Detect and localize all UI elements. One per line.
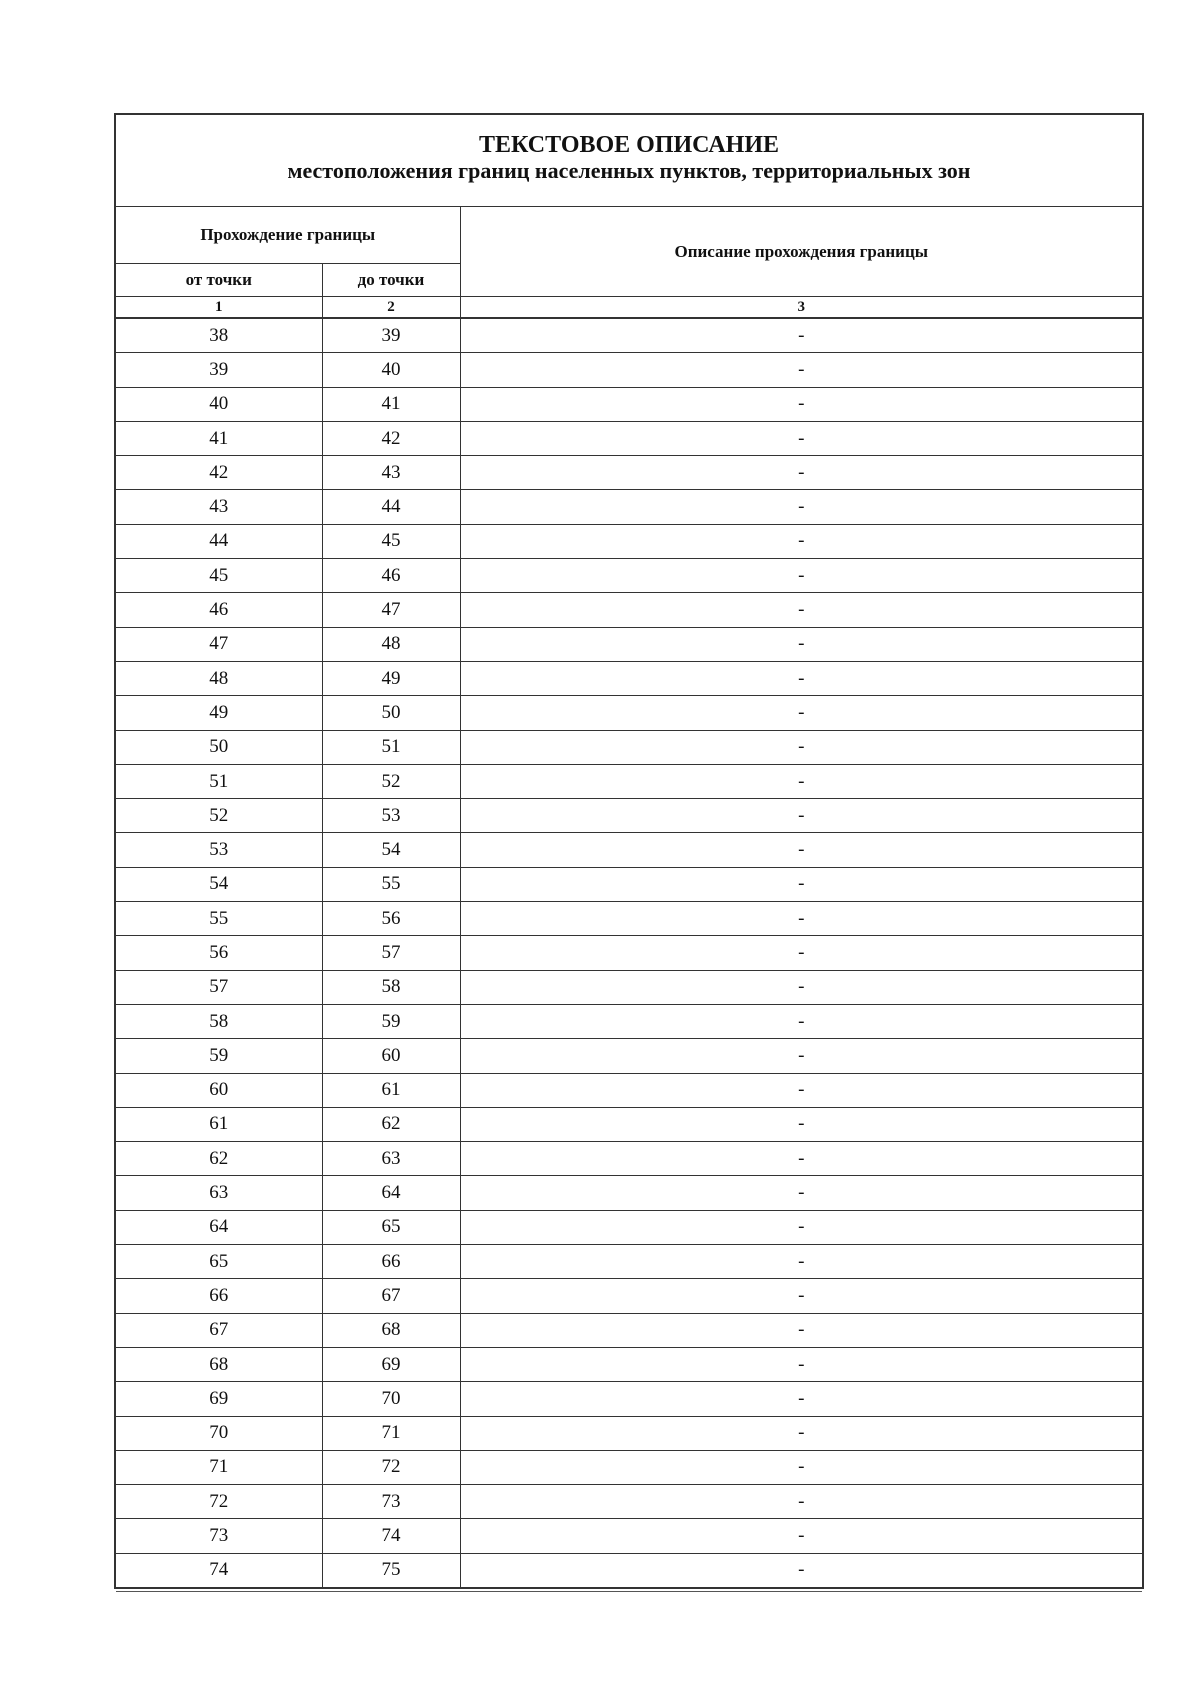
from-point-cell: 69	[116, 1382, 322, 1416]
to-point-cell: 53	[322, 799, 460, 833]
from-point-cell: 61	[116, 1107, 322, 1141]
from-point-cell: 68	[116, 1347, 322, 1381]
table-row	[116, 867, 1142, 901]
description-cell: -	[460, 1107, 1142, 1141]
from-point-cell: 46	[116, 593, 322, 627]
from-point-cell: 40	[116, 387, 322, 421]
from-point-cell: 74	[116, 1553, 322, 1587]
description-cell: -	[460, 1382, 1142, 1416]
description-cell: -	[460, 627, 1142, 661]
table-header	[116, 207, 1142, 318]
table-row	[116, 387, 1142, 421]
table-row	[116, 1485, 1142, 1519]
from-point-cell: 38	[116, 318, 322, 353]
description-cell: -	[460, 902, 1142, 936]
description-cell: -	[460, 593, 1142, 627]
to-point-cell: 66	[322, 1245, 460, 1279]
from-point-cell: 57	[116, 970, 322, 1004]
description-cell: -	[460, 524, 1142, 558]
table-row	[116, 1245, 1142, 1279]
description-cell: -	[460, 559, 1142, 593]
from-point-cell: 50	[116, 730, 322, 764]
description-cell: -	[460, 936, 1142, 970]
to-point-cell: 67	[322, 1279, 460, 1313]
description-cell: -	[460, 970, 1142, 1004]
description-cell: -	[460, 661, 1142, 695]
to-point-cell: 68	[322, 1313, 460, 1347]
header-col-number-1: 1	[116, 297, 322, 319]
from-point-cell: 73	[116, 1519, 322, 1553]
to-point-cell: 63	[322, 1142, 460, 1176]
from-point-cell: 59	[116, 1039, 322, 1073]
to-point-cell: 58	[322, 970, 460, 1004]
description-cell: -	[460, 1279, 1142, 1313]
from-point-cell: 44	[116, 524, 322, 558]
description-cell: -	[460, 318, 1142, 353]
description-cell: -	[460, 1347, 1142, 1381]
table-row	[116, 1382, 1142, 1416]
from-point-cell: 51	[116, 764, 322, 798]
table-row	[116, 490, 1142, 524]
table-row	[116, 764, 1142, 798]
table-row	[116, 318, 1142, 353]
to-point-cell: 75	[322, 1553, 460, 1587]
to-point-cell: 47	[322, 593, 460, 627]
table-row	[116, 421, 1142, 455]
to-point-cell: 49	[322, 661, 460, 695]
table-row	[116, 353, 1142, 387]
table-row	[116, 456, 1142, 490]
table-row	[116, 1519, 1142, 1553]
table-row	[116, 1039, 1142, 1073]
to-point-cell: 54	[322, 833, 460, 867]
from-point-cell: 58	[116, 1004, 322, 1038]
table-row	[116, 1450, 1142, 1484]
table-row	[116, 936, 1142, 970]
table-row	[116, 559, 1142, 593]
table-row	[116, 1210, 1142, 1244]
to-point-cell: 71	[322, 1416, 460, 1450]
to-point-cell: 70	[322, 1382, 460, 1416]
from-point-cell: 56	[116, 936, 322, 970]
table-row	[116, 1073, 1142, 1107]
header-boundary-passage: Прохождение границы	[116, 207, 460, 264]
to-point-cell: 73	[322, 1485, 460, 1519]
table-row	[116, 1176, 1142, 1210]
from-point-cell: 52	[116, 799, 322, 833]
to-point-cell: 45	[322, 524, 460, 558]
description-cell: -	[460, 1073, 1142, 1107]
from-point-cell: 43	[116, 490, 322, 524]
header-to-point: до точки	[322, 264, 460, 297]
to-point-cell: 60	[322, 1039, 460, 1073]
table-row	[116, 1279, 1142, 1313]
to-point-cell: 40	[322, 353, 460, 387]
description-cell: -	[460, 1176, 1142, 1210]
description-cell: -	[460, 696, 1142, 730]
from-point-cell: 64	[116, 1210, 322, 1244]
table-row	[116, 1416, 1142, 1450]
table-row	[116, 1142, 1142, 1176]
to-point-cell: 43	[322, 456, 460, 490]
description-cell: -	[460, 764, 1142, 798]
table-row	[116, 696, 1142, 730]
description-cell: -	[460, 1519, 1142, 1553]
description-cell: -	[460, 1039, 1142, 1073]
to-point-cell: 69	[322, 1347, 460, 1381]
to-point-cell: 55	[322, 867, 460, 901]
from-point-cell: 70	[116, 1416, 322, 1450]
table-row	[116, 1107, 1142, 1141]
description-cell: -	[460, 387, 1142, 421]
description-cell: -	[460, 456, 1142, 490]
to-point-cell: 65	[322, 1210, 460, 1244]
table-row	[116, 730, 1142, 764]
table-row	[116, 970, 1142, 1004]
boundary-table	[116, 207, 1142, 1587]
to-point-cell: 46	[322, 559, 460, 593]
description-cell: -	[460, 867, 1142, 901]
from-point-cell: 67	[116, 1313, 322, 1347]
document-title: ТЕКСТОВОЕ ОПИСАНИЕ	[478, 132, 779, 158]
to-point-cell: 51	[322, 730, 460, 764]
to-point-cell: 44	[322, 490, 460, 524]
description-cell: -	[460, 490, 1142, 524]
from-point-cell: 55	[116, 902, 322, 936]
to-point-cell: 41	[322, 387, 460, 421]
from-point-cell: 72	[116, 1485, 322, 1519]
to-point-cell: 56	[322, 902, 460, 936]
title-block	[116, 115, 1142, 207]
table-row	[116, 593, 1142, 627]
from-point-cell: 45	[116, 559, 322, 593]
to-point-cell: 52	[322, 764, 460, 798]
table-body	[116, 318, 1142, 1587]
table-row	[116, 833, 1142, 867]
description-cell: -	[460, 799, 1142, 833]
description-cell: -	[460, 1210, 1142, 1244]
description-cell: -	[460, 1553, 1142, 1587]
to-point-cell: 59	[322, 1004, 460, 1038]
to-point-cell: 61	[322, 1073, 460, 1107]
to-point-cell: 64	[322, 1176, 460, 1210]
header-from-point: от точки	[116, 264, 322, 297]
table-row	[116, 1553, 1142, 1587]
boundary-description-sheet	[114, 113, 1144, 1589]
to-point-cell: 74	[322, 1519, 460, 1553]
description-cell: -	[460, 730, 1142, 764]
to-point-cell: 42	[322, 421, 460, 455]
table-row	[116, 799, 1142, 833]
header-boundary-description: Описание прохождения границы	[460, 207, 1142, 297]
description-cell: -	[460, 1313, 1142, 1347]
from-point-cell: 65	[116, 1245, 322, 1279]
from-point-cell: 62	[116, 1142, 322, 1176]
table-row	[116, 524, 1142, 558]
to-point-cell: 72	[322, 1450, 460, 1484]
description-cell: -	[460, 1245, 1142, 1279]
from-point-cell: 53	[116, 833, 322, 867]
document-subtitle: местоположения границ населенных пунктов, территориальных зон	[287, 158, 971, 183]
table-row	[116, 1313, 1142, 1347]
description-cell: -	[460, 1450, 1142, 1484]
header-col-number-2: 2	[322, 297, 460, 319]
header-col-number-3: 3	[460, 297, 1142, 319]
description-cell: -	[460, 1142, 1142, 1176]
table-row	[116, 661, 1142, 695]
to-point-cell: 62	[322, 1107, 460, 1141]
description-cell: -	[460, 421, 1142, 455]
table-row	[116, 1004, 1142, 1038]
from-point-cell: 54	[116, 867, 322, 901]
description-cell: -	[460, 1416, 1142, 1450]
table-row	[116, 902, 1142, 936]
bottom-rule	[116, 1591, 1142, 1592]
description-cell: -	[460, 1004, 1142, 1038]
table-row	[116, 627, 1142, 661]
from-point-cell: 60	[116, 1073, 322, 1107]
from-point-cell: 41	[116, 421, 322, 455]
to-point-cell: 57	[322, 936, 460, 970]
to-point-cell: 48	[322, 627, 460, 661]
to-point-cell: 50	[322, 696, 460, 730]
from-point-cell: 39	[116, 353, 322, 387]
from-point-cell: 42	[116, 456, 322, 490]
from-point-cell: 47	[116, 627, 322, 661]
description-cell: -	[460, 833, 1142, 867]
from-point-cell: 49	[116, 696, 322, 730]
description-cell: -	[460, 1485, 1142, 1519]
to-point-cell: 39	[322, 318, 460, 353]
from-point-cell: 48	[116, 661, 322, 695]
from-point-cell: 66	[116, 1279, 322, 1313]
table-row	[116, 1347, 1142, 1381]
from-point-cell: 63	[116, 1176, 322, 1210]
description-cell: -	[460, 353, 1142, 387]
from-point-cell: 71	[116, 1450, 322, 1484]
